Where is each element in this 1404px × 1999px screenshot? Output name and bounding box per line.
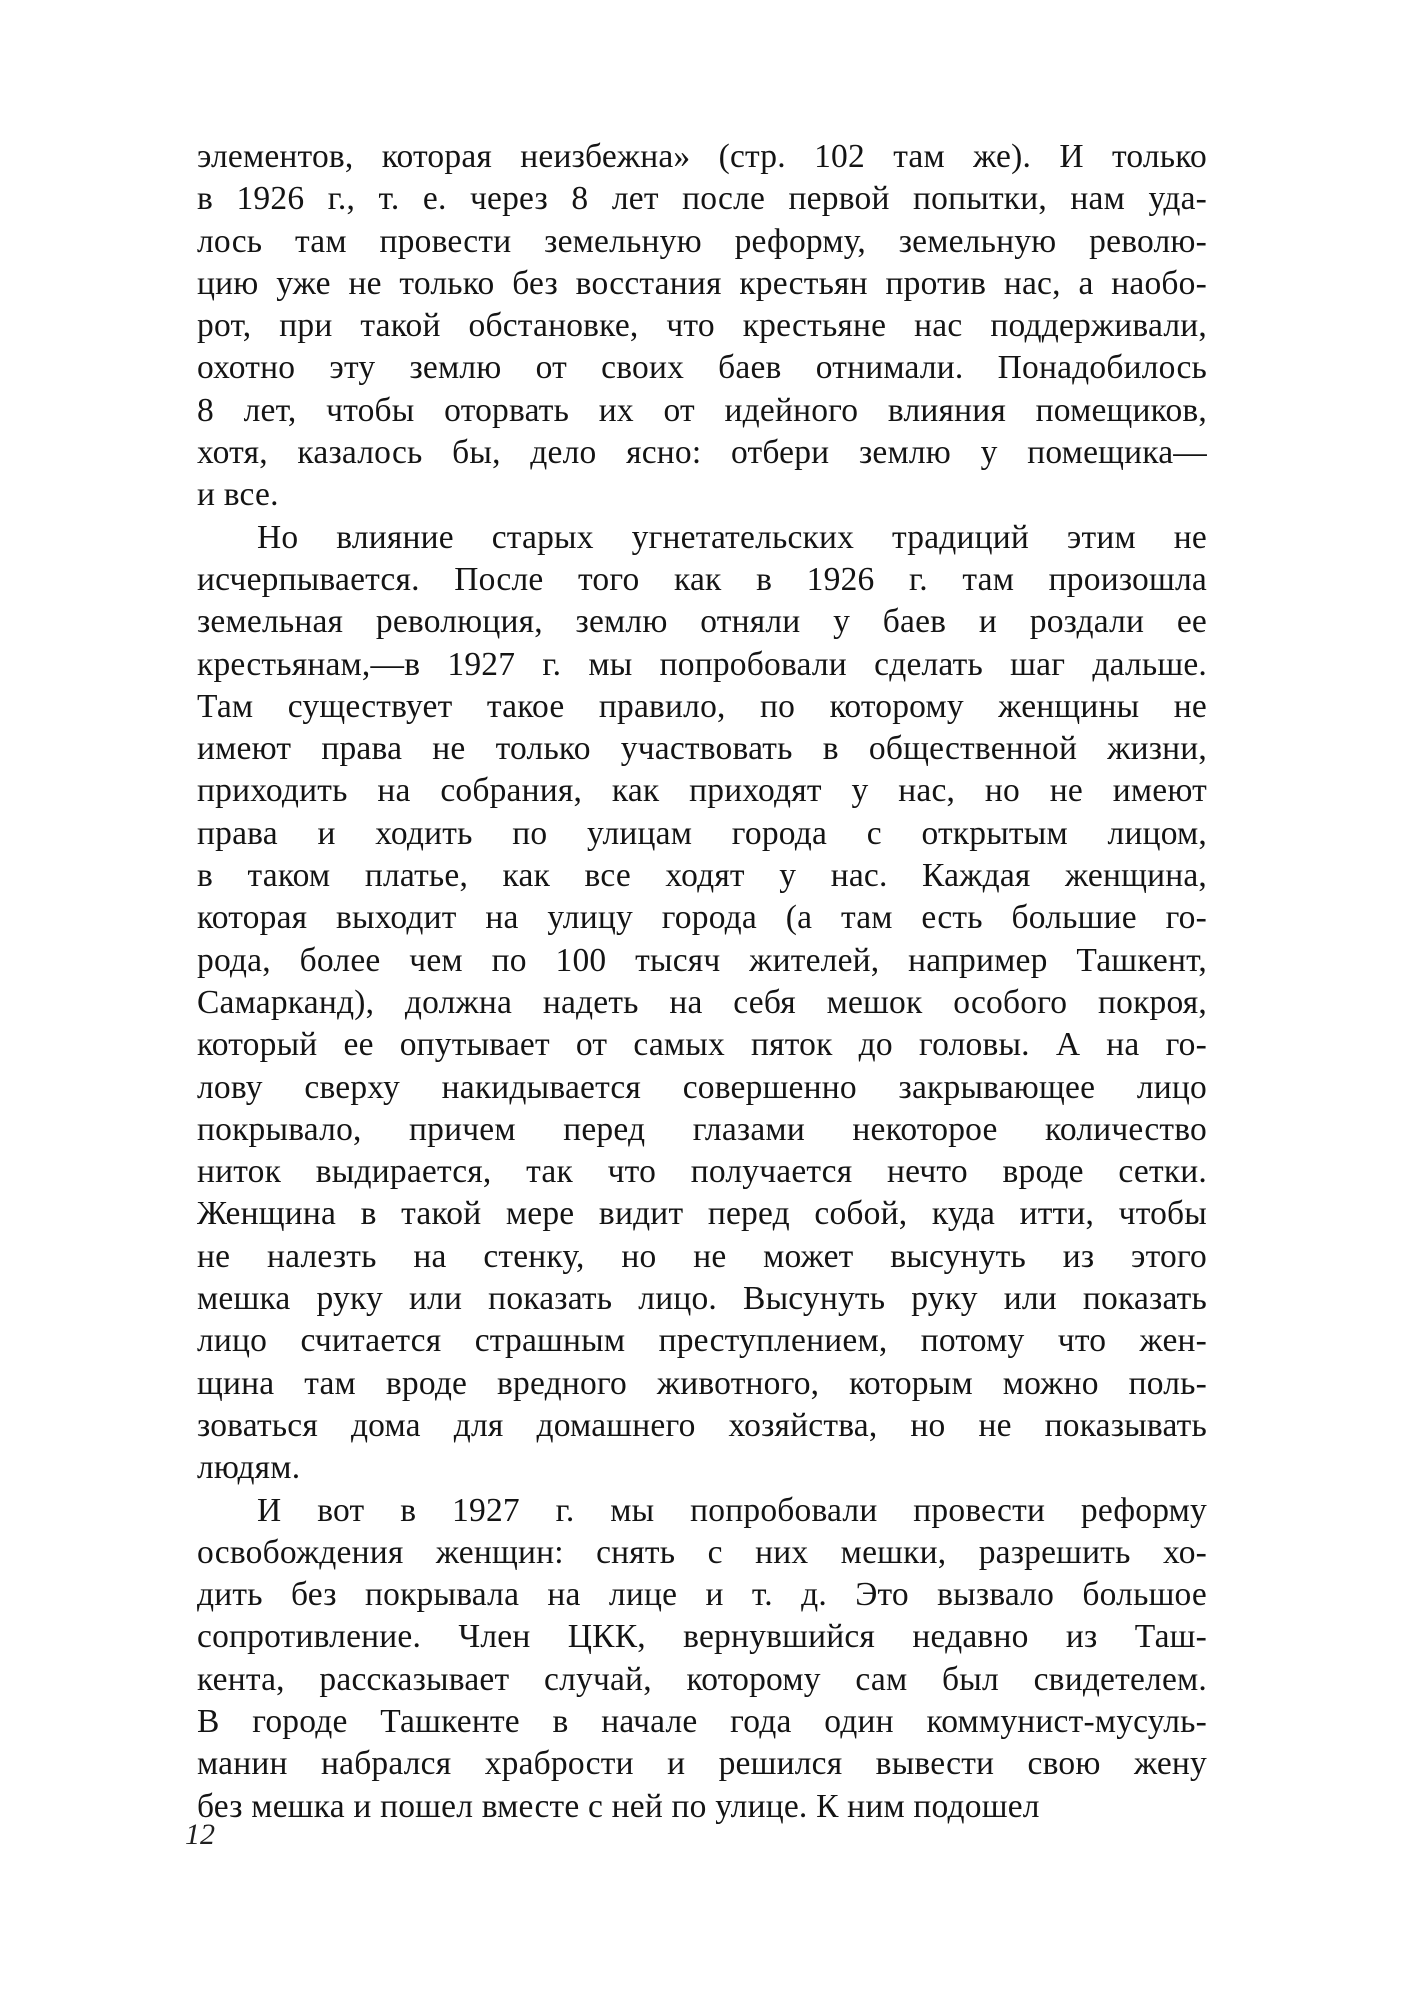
text-line: 8 лет, чтобы оторвать их от идейного влияния помещиков,	[197, 391, 1207, 429]
text-line: Самарканд), должна надеть на себя мешок особого покроя,	[197, 983, 1207, 1021]
text-line: без мешка и пошел вместе с ней по улице. К ним подошел	[197, 1787, 1040, 1825]
text-line: манин набрался храбрости и решился вывести свою жену	[197, 1745, 1207, 1783]
text-line: В городе Ташкенте в начале года один коммунист-мусуль-	[197, 1702, 1207, 1740]
text-line: рода, более чем по 100 тысяч жителей, например Ташкент,	[197, 941, 1207, 979]
text-line: в 1926 г., т. е. через 8 лет после первой попытки, нам уда-	[197, 180, 1207, 218]
text-line: права и ходить по улицам города с открытым лицом,	[197, 814, 1207, 852]
text-line: который ее опутывает от самых пяток до головы. А на го-	[197, 1026, 1207, 1064]
text-line: И вот в 1927 г. мы попробовали провести реформу	[257, 1491, 1207, 1529]
text-line: лицо считается страшным преступлением, потому что жен-	[197, 1322, 1207, 1360]
text-line: зоваться дома для домашнего хозяйства, но не показывать	[197, 1406, 1207, 1444]
text-line: сопротивление. Член ЦКК, вернувшийся недавно из Таш-	[197, 1618, 1207, 1656]
text-line: рот, при такой обстановке, что крестьяне нас поддерживали,	[197, 307, 1207, 345]
text-line: элементов, которая неизбежна» (стр. 102 там же). И только	[197, 138, 1207, 175]
text-line: Но влияние старых угнетательских традиций этим не	[257, 518, 1207, 556]
text-line: приходить на собрания, как приходят у нас, но не имеют	[197, 772, 1207, 810]
body-text	[197, 136, 1207, 1828]
text-line: Там существует такое правило, по которому женщины не	[197, 687, 1207, 725]
text-line: лось там провести земельную реформу, земельную револю-	[197, 222, 1207, 260]
text-line: цию уже не только без восстания крестьян против нас, а наобо-	[197, 264, 1207, 302]
text-line: которая выходит на улицу города (а там есть большие го-	[197, 899, 1207, 937]
text-line: крестьянам,—в 1927 г. мы попробовали сделать шаг дальше.	[197, 645, 1207, 683]
text-line: в таком платье, как все ходят у нас. Каждая женщина,	[197, 857, 1207, 895]
text-line: имеют права не только участвовать в общественной жизни,	[197, 730, 1207, 768]
page-number: 12	[185, 1818, 215, 1851]
text-line: ниток выдирается, так что получается нечто вроде сетки.	[197, 1153, 1207, 1191]
text-line: мешка руку или показать лицо. Высунуть руку или показать	[197, 1280, 1207, 1318]
text-line: покрывало, причем перед глазами некоторое количество	[197, 1110, 1207, 1148]
text-line: и все.	[197, 476, 279, 514]
text-line: исчерпывается. После того как в 1926 г. там произошла	[197, 560, 1207, 598]
text-line: хотя, казалось бы, дело ясно: отбери землю у помещика—	[197, 434, 1207, 472]
text-line: освобождения женщин: снять с них мешки, разрешить хо-	[197, 1533, 1207, 1571]
text-line: Женщина в такой мере видит перед собой, куда итти, чтобы	[197, 1195, 1207, 1233]
text-line: людям.	[197, 1449, 301, 1487]
text-line: земельная революция, землю отняли у баев и роздали ее	[197, 603, 1207, 641]
text-line: охотно эту землю от своих баев отнимали. Понадобилось	[197, 349, 1207, 387]
text-line: щина там вроде вредного животного, которым можно поль-	[197, 1364, 1207, 1402]
text-line: лову сверху накидывается совершенно закрывающее лицо	[197, 1068, 1207, 1106]
text-line: дить без покрывала на лице и т. д. Это вызвало большое	[197, 1576, 1207, 1614]
text-line: кента, рассказывает случай, которому сам был свидетелем.	[197, 1660, 1207, 1698]
text-line: не налезть на стенку, но не может высунуть из этого	[197, 1237, 1207, 1275]
